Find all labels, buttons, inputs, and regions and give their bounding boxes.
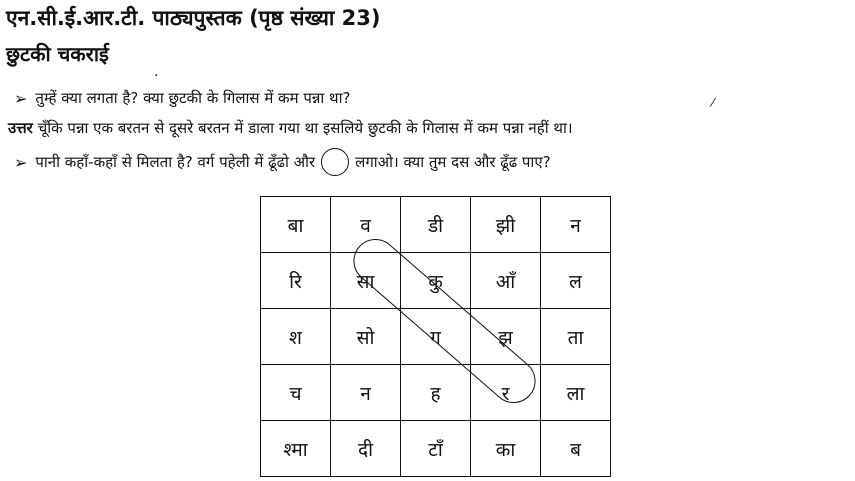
grid-cell: र: [471, 365, 541, 421]
grid-cell: व: [331, 197, 401, 253]
grid-cell: ह: [401, 365, 471, 421]
grid-cell: दी: [331, 421, 401, 477]
grid-cell: आँ: [471, 253, 541, 309]
question-2-text-end: लगाओ। क्या तुम दस और ढूँढ पाए?: [355, 153, 551, 171]
grid-cell: ता: [541, 309, 611, 365]
grid-cell: ल: [541, 253, 611, 309]
stray-mark: .: [154, 64, 159, 80]
grid-cell: सा: [331, 253, 401, 309]
circle-icon: [321, 148, 349, 176]
grid-cell: कु: [401, 253, 471, 309]
grid-cell: न: [541, 197, 611, 253]
grid-cell: न: [331, 365, 401, 421]
grid-cell: झी: [471, 197, 541, 253]
grid-cell: ब: [541, 421, 611, 477]
grid-row: [261, 253, 611, 309]
grid-row: [261, 365, 611, 421]
arrow-bullet-icon: ➢: [14, 88, 28, 108]
grid-row: [261, 309, 611, 365]
answer: [8, 118, 573, 138]
question-1: [14, 88, 350, 108]
page-title: एन.सी.ई.आर.टी. पाठ्यपुस्तक (पृष्ठ संख्या 23): [6, 6, 381, 30]
grid-cell: बा: [261, 197, 331, 253]
grid-cell: डी: [401, 197, 471, 253]
grid-cell: ग: [401, 309, 471, 365]
grid-cell: रि: [261, 253, 331, 309]
grid-cell: श: [261, 309, 331, 365]
grid-cell: झ: [471, 309, 541, 365]
word-puzzle-grid: [260, 196, 611, 477]
grid-cell: टाँ: [401, 421, 471, 477]
grid-cell: ला: [541, 365, 611, 421]
answer-label: उत्तर: [8, 119, 33, 137]
grid-row: [261, 197, 611, 253]
grid-cell: च: [261, 365, 331, 421]
question-1-text: तुम्हें क्या लगता है? क्या छुटकी के गिलास में कम पन्ना था?: [35, 89, 351, 107]
answer-text: चूँकि पन्ना एक बरतन से दूसरे बरतन में डाला गया था इसलिये छुटकी के गिलास में कम पन्ना नहीं था।: [37, 119, 573, 137]
grid-cell: सो: [331, 309, 401, 365]
grid-row: [261, 421, 611, 477]
grid-cell: श्मा: [261, 421, 331, 477]
arrow-bullet-icon: ➢: [14, 152, 28, 172]
question-2-text-start: पानी कहाँ-कहाँ से मिलता है? वर्ग पहेली में ढूँढो और: [35, 153, 316, 171]
section-heading: छुटकी चकराई: [6, 42, 109, 66]
grid-cell: का: [471, 421, 541, 477]
question-2: [14, 148, 551, 176]
stray-mark: /: [709, 94, 717, 110]
